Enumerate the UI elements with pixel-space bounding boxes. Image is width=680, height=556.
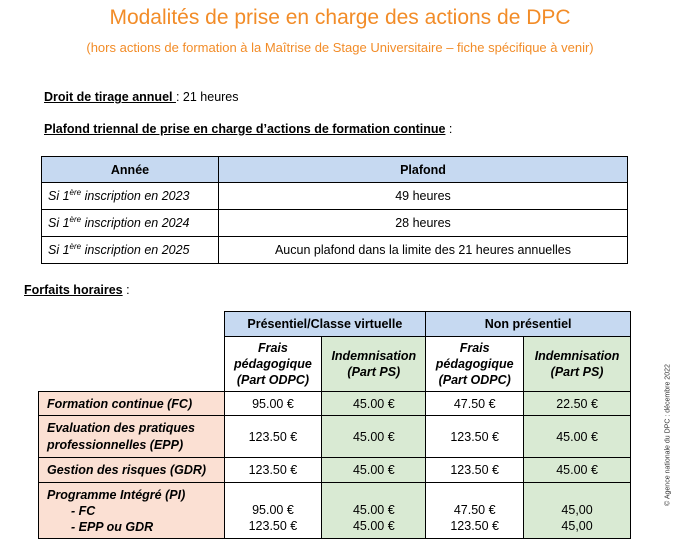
sub-header-row xyxy=(39,337,631,392)
droit-line xyxy=(44,90,239,104)
value-cell: 45.00 € xyxy=(322,392,426,416)
value-cell: 45.00 € xyxy=(322,458,426,483)
forfaits-heading-label: Forfaits horaires xyxy=(24,283,123,297)
subheader-indemnisation: Indemnisation (Part PS) xyxy=(322,337,426,392)
table-row xyxy=(39,416,631,458)
side-copyright-text: © Agence nationale du DPC : décembre 2022 xyxy=(664,364,672,506)
table-row xyxy=(42,210,628,237)
plafond-cell: 28 heures xyxy=(219,210,628,237)
value-cell: 123.50 € xyxy=(224,458,322,483)
blank-corner xyxy=(39,337,225,392)
blank-corner xyxy=(39,312,225,337)
subheader-frais: Frais pédagogique (Part ODPC) xyxy=(224,337,322,392)
group-header-presentiel: Présentiel/Classe virtuelle xyxy=(224,312,426,337)
row-label-pi: Programme Intégré (PI) - FC - EPP ou GDR xyxy=(39,483,225,539)
value-cell: 45.00 € 45.00 € xyxy=(322,483,426,539)
group-header-row xyxy=(39,312,631,337)
table-row xyxy=(39,458,631,483)
annee-cell: Si 1ère inscription en 2023 xyxy=(42,183,219,210)
value-cell: 47.50 € 123.50 € xyxy=(426,483,524,539)
subheader-indemnisation: Indemnisation (Part PS) xyxy=(524,337,631,392)
plafond-heading-label: Plafond triennal de prise en charge d’actions de formation continue xyxy=(44,122,446,136)
plafond-heading-suffix: : xyxy=(445,122,453,136)
annee-cell: Si 1ère inscription en 2024 xyxy=(42,210,219,237)
value-cell: 47.50 € xyxy=(426,392,524,416)
plafond-table xyxy=(41,156,628,264)
subheader-frais: Frais pédagogique (Part ODPC) xyxy=(426,337,524,392)
table-row xyxy=(42,183,628,210)
plafond-heading xyxy=(44,122,452,136)
table-row xyxy=(42,237,628,264)
value-cell: 45.00 € xyxy=(524,416,631,458)
plafond-cell: Aucun plafond dans la limite des 21 heures annuelles xyxy=(219,237,628,264)
table-row xyxy=(39,392,631,416)
value-cell: 45,00 45,00 xyxy=(524,483,631,539)
page-subtitle: (hors actions de formation à la Maîtrise de Stage Universitaire – fiche spécifique à venir) xyxy=(86,40,594,55)
table-header-row xyxy=(42,157,628,183)
value-cell: 123.50 € xyxy=(426,458,524,483)
value-cell: 123.50 € xyxy=(224,416,322,458)
col-header-annee: Année xyxy=(42,157,219,183)
forfaits-table xyxy=(38,311,631,539)
droit-label: Droit de tirage annuel xyxy=(44,90,176,104)
group-header-non-presentiel: Non présentiel xyxy=(426,312,631,337)
table-row-pi xyxy=(39,483,631,539)
row-label-epp: Evaluation des pratiques professionnelles (EPP) xyxy=(39,416,225,458)
value-cell: 123.50 € xyxy=(426,416,524,458)
plafond-cell: 49 heures xyxy=(219,183,628,210)
annee-cell: Si 1ère inscription en 2025 xyxy=(42,237,219,264)
forfaits-heading-suffix: : xyxy=(122,283,130,297)
value-cell: 22.50 € xyxy=(524,392,631,416)
forfaits-heading xyxy=(24,283,130,297)
value-cell: 95.00 € xyxy=(224,392,322,416)
row-label-gdr: Gestion des risques (GDR) xyxy=(39,458,225,483)
page-title: Modalités de prise en charge des actions de DPC xyxy=(109,6,571,29)
droit-value: : 21 heures xyxy=(175,90,239,104)
value-cell: 45.00 € xyxy=(322,416,426,458)
col-header-plafond: Plafond xyxy=(219,157,628,183)
row-label-fc: Formation continue (FC) xyxy=(39,392,225,416)
side-copyright xyxy=(662,330,674,540)
value-cell: 45.00 € xyxy=(524,458,631,483)
value-cell: 95.00 € 123.50 € xyxy=(224,483,322,539)
